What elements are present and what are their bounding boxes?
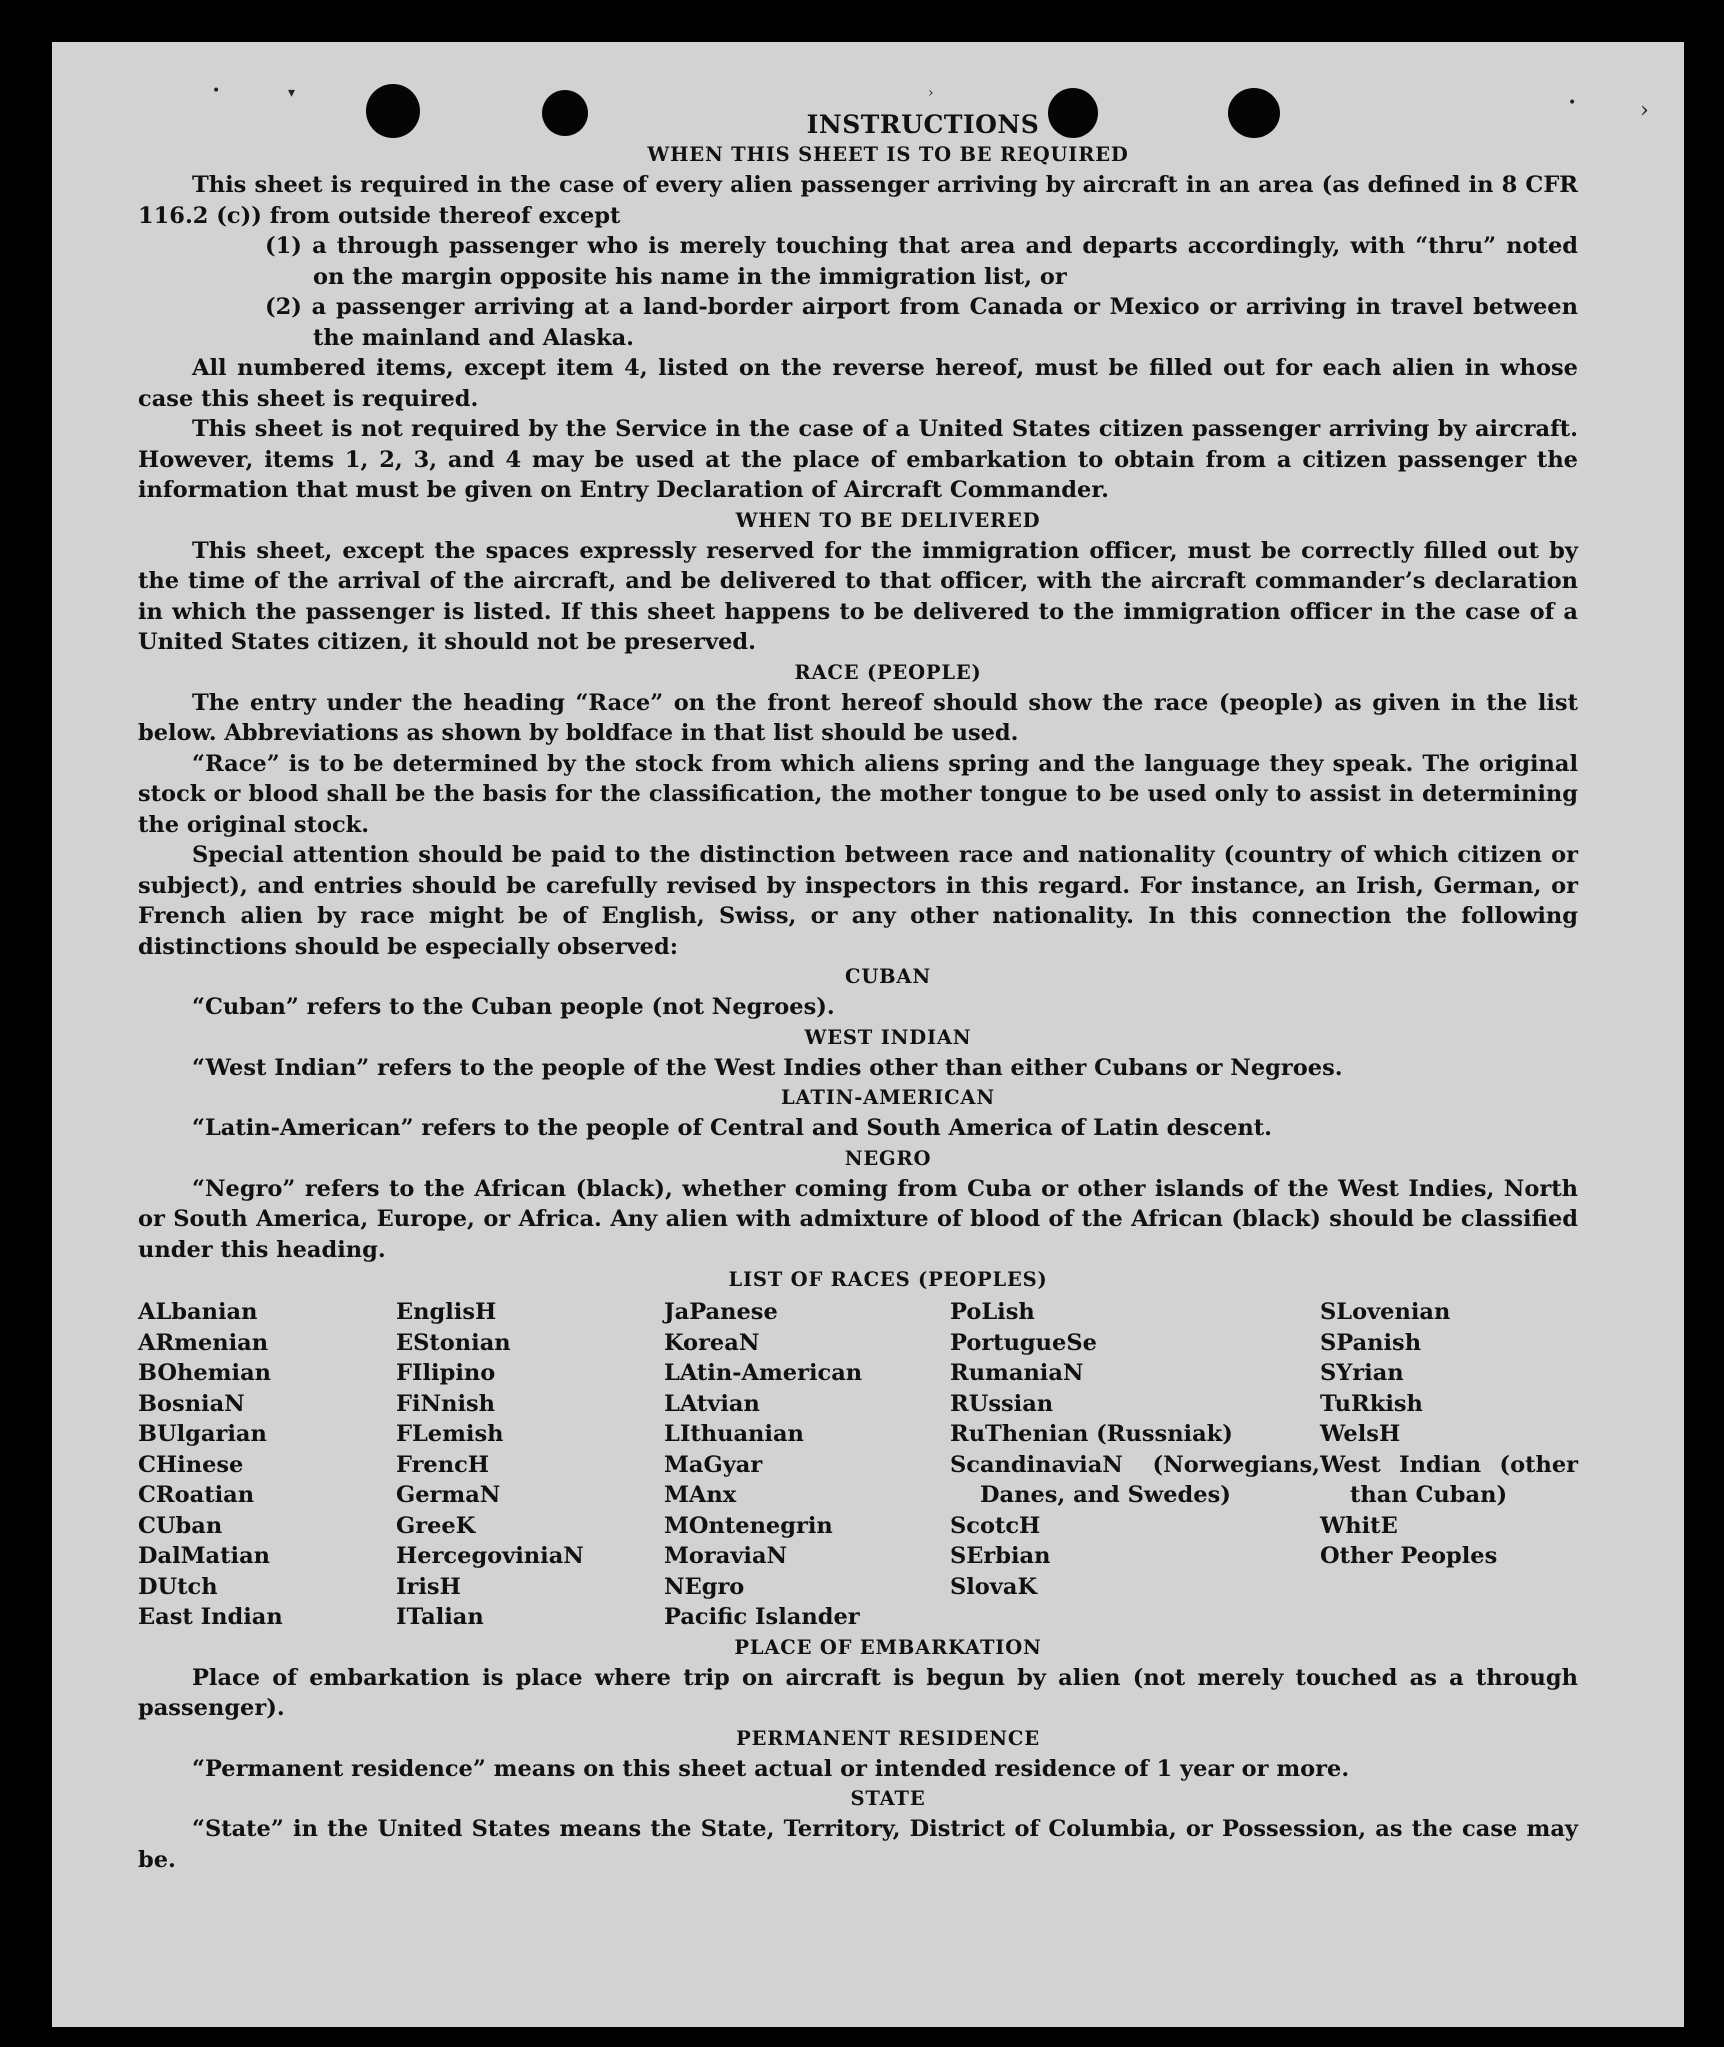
race-list-item: East Indian (138, 1604, 283, 1630)
heading-embarkation: PLACE OF EMBARKATION (734, 1635, 1042, 1659)
race-list-item: FIlipino (396, 1360, 496, 1386)
race-list-item: MAnx (664, 1482, 737, 1508)
heading-cuban: CUBAN (845, 965, 931, 988)
race-list-item: BosniaN (138, 1390, 245, 1417)
race-list-item: SYrian (1320, 1360, 1404, 1386)
race-list-item: MoraviaN (664, 1543, 788, 1569)
race-list-item: EStonian (396, 1329, 511, 1356)
heading-list-of-races: LIST OF RACES (PEOPLES) (728, 1268, 1048, 1291)
document-sheet (52, 42, 1684, 2027)
paragraph: “Race” is to be determined by the stock from which aliens spring and the language they speak. The original stock or blood shall be the basis for the classification, the mother tongue to be used only to assist in determining the original stock. (138, 750, 1578, 838)
race-list-item: ScotcH (950, 1512, 1041, 1539)
race-list-item: ScandinaviaN (Norwegians, Danes, and Swedes) (950, 1451, 1320, 1508)
races-column (1320, 1297, 1578, 1633)
paragraph: “State” in the United States means the State, Territory, District of Columbia, or Possession, as the case may be. (138, 1816, 1578, 1873)
speck-mark: • (1568, 95, 1577, 111)
race-list-item: SPanish (1320, 1329, 1422, 1356)
instructions-body (138, 110, 1578, 1875)
race-list-item: CUban (138, 1512, 223, 1539)
race-list-item: ITalian (396, 1604, 484, 1630)
heading-state: STATE (850, 1787, 926, 1810)
paragraph: “Latin-American” refers to the people of Central and South America of Latin descent. (192, 1115, 1272, 1141)
race-list-item: SlovaK (950, 1573, 1038, 1600)
race-list-item: MOntenegrin (664, 1512, 833, 1539)
paragraph: This sheet is required in the case of every alien passenger arriving by aircraft in an area (as defined in 8 CFR 116.2 (c)) from outside thereof except (138, 172, 1578, 229)
page-title: INSTRUCTIONS (806, 110, 1040, 139)
races-list (138, 1297, 1578, 1633)
heading-negro: NEGRO (844, 1146, 932, 1170)
race-list-item: Pacific Islander (664, 1604, 860, 1630)
race-list-item: ARmenian (138, 1329, 269, 1356)
heading-when-delivered: WHEN TO BE DELIVERED (735, 508, 1041, 532)
races-column (950, 1297, 1320, 1633)
race-list-item: SLovenian (1320, 1299, 1451, 1325)
speck-mark: • (212, 83, 221, 99)
paragraph: All numbered items, except item 4, listed on the reverse hereof, must be filled out for each alien in whose case this sheet is required. (138, 355, 1578, 412)
race-list-item: RumaniaN (950, 1360, 1084, 1386)
race-list-item: FiNnish (396, 1390, 496, 1417)
race-list-item: HercegoviniaN (396, 1543, 584, 1569)
race-list-item: JaPanese (664, 1299, 778, 1325)
race-list-item: BUlgarian (138, 1421, 267, 1447)
race-list-item: PortugueSe (950, 1329, 1097, 1356)
paragraph: This sheet, except the spaces expressly reserved for the immigration officer, must be correctly filled out by the time of the arrival of the aircraft, and be delivered to that officer, with the aircraft commander’s declaration in which the passenger is listed. If this sheet happens to be delivered to the immigration officer in the case of a United States citizen, it should not be preserved. (138, 537, 1578, 655)
heading-west-indian: WEST INDIAN (804, 1025, 972, 1049)
race-list-item: LAtvian (664, 1390, 760, 1417)
heading-race: RACE (PEOPLE) (794, 660, 982, 684)
race-list-item: BOhemian (138, 1360, 272, 1386)
race-list-item: PoLish (950, 1299, 1035, 1325)
race-list-item: RUssian (950, 1390, 1054, 1417)
paragraph: “Cuban” refers to the Cuban people (not Negroes). (192, 994, 835, 1020)
list-item: (1) a through passenger who is merely touching that area and departs accordingly, with “thru” noted on the margin opposite his name in the immigration list, or (265, 233, 1578, 290)
races-column (396, 1297, 664, 1633)
race-list-item: NEgro (664, 1573, 745, 1600)
speck-mark: › (928, 85, 934, 101)
heading-when-required: WHEN THIS SHEET IS TO BE REQUIRED (647, 143, 1129, 166)
paragraph: Place of embarkation is place where trip on aircraft is begun by alien (not merely touched as a through passenger). (138, 1664, 1578, 1721)
race-list-item: LAtin-American (664, 1360, 863, 1386)
paragraph: “West Indian” refers to the people of the West Indies other than either Cubans or Negroes. (192, 1054, 1343, 1081)
race-list-item: FLemish (396, 1421, 504, 1447)
race-list-item: GreeK (396, 1512, 476, 1539)
races-column (664, 1297, 950, 1633)
paragraph: Special attention should be paid to the distinction between race and nationality (country of which citizen or subject), and entries should be carefully revised by inspectors in this regard. For instance, an Irish, German, or French alien by race might be of English, Swiss, or any other nationality. In this connection the following distinctions should be especially observed: (138, 842, 1578, 960)
race-list-item: WelsH (1320, 1421, 1401, 1447)
race-list-item: KoreaN (664, 1329, 760, 1356)
heading-latin-american: LATIN-AMERICAN (781, 1086, 995, 1109)
race-list-item: RuThenian (Russniak) (950, 1421, 1233, 1447)
race-list-item: GermaN (396, 1482, 501, 1508)
paragraph: The entry under the heading “Race” on the front hereof should show the race (people) as given in the list below. Abbreviations as shown by boldface in that list should be used. (138, 689, 1578, 746)
race-list-item: Other Peoples (1320, 1543, 1498, 1569)
heading-permanent-residence: PERMANENT RESIDENCE (736, 1726, 1040, 1750)
list-item: (2) a passenger arriving at a land-border airport from Canada or Mexico or arriving in travel between the mainland and Alaska. (265, 294, 1578, 351)
speck-mark: › (1640, 98, 1649, 123)
race-list-item: CHinese (138, 1451, 244, 1478)
race-list-item: IrisH (396, 1573, 461, 1600)
speck-mark: ▾ (288, 85, 296, 101)
race-list-item: DUtch (138, 1573, 218, 1600)
race-list-item: LIthuanian (664, 1421, 804, 1447)
race-list-item: EnglisH (396, 1299, 497, 1325)
race-list-item: SErbian (950, 1543, 1051, 1569)
races-column (138, 1297, 396, 1633)
race-list-item: TuRkish (1320, 1390, 1423, 1417)
paragraph: “Negro” refers to the African (black), whether coming from Cuba or other islands of the West Indies, North or South America, Europe, or Africa. Any alien with admixture of blood of the African (black) should be classified under this heading. (138, 1175, 1578, 1263)
race-list-item: MaGyar (664, 1451, 763, 1478)
race-list-item: ALbanian (138, 1299, 258, 1325)
paragraph: This sheet is not required by the Service in the case of a United States citizen passenger arriving by aircraft. However, items 1, 2, 3, and 4 may be used at the place of embarkation to obtain from a citizen passenger the information that must be given on Entry Declaration of Aircraft Commander. (138, 416, 1578, 503)
race-list-item: FrencH (396, 1451, 490, 1478)
paragraph: “Permanent residence” means on this sheet actual or intended residence of 1 year or more. (192, 1755, 1350, 1782)
race-list-item: CRoatian (138, 1482, 255, 1508)
race-list-item: DalMatian (138, 1543, 271, 1569)
race-list-item: WhitE (1320, 1512, 1398, 1539)
race-list-item: West Indian (other than Cuban) (1320, 1451, 1578, 1508)
